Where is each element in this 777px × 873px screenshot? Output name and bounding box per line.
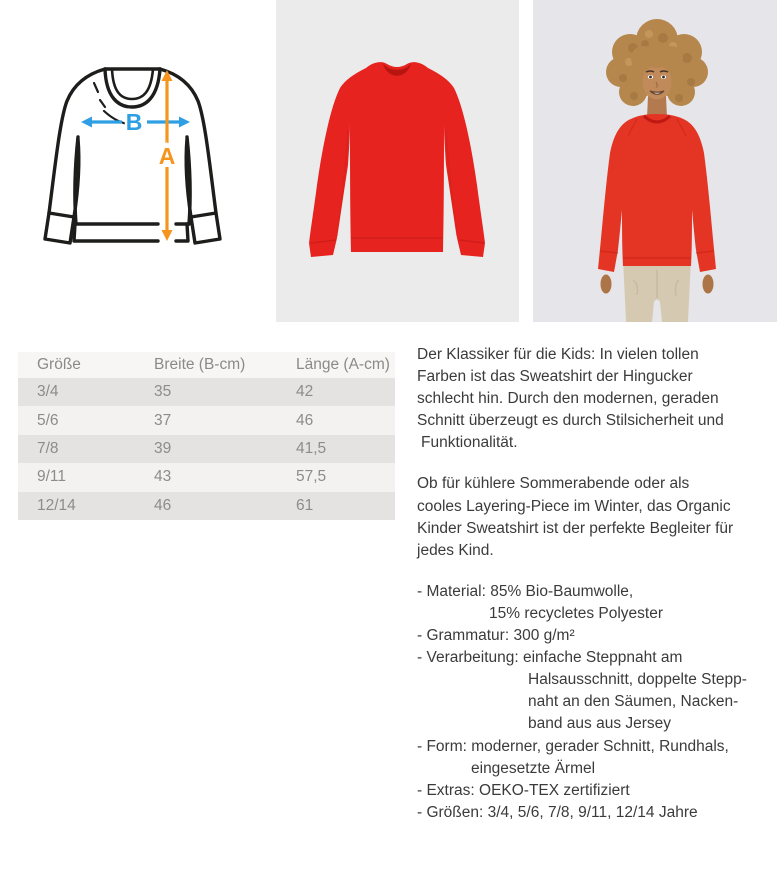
table-cell: 37 — [154, 411, 172, 429]
model-product-photo[interactable] — [533, 0, 777, 322]
table-cell: 42 — [296, 383, 314, 401]
table-cell: 7/8 — [37, 439, 59, 457]
description-line: - Verarbeitung: einfache Steppnaht am — [417, 649, 683, 667]
size-table-header — [18, 352, 395, 378]
description-line: eingesetzte Ärmel — [471, 759, 596, 777]
table-row — [18, 435, 395, 463]
width-arrow-b — [81, 109, 190, 135]
length-label-a: A — [158, 143, 176, 169]
description-line: Kinder Sweatshirt ist der perfekte Begleiter für — [417, 519, 734, 537]
table-row — [18, 406, 395, 434]
description-line: schlecht hin. Durch den modernen, geraden — [417, 390, 719, 408]
description-line: Funktionalität. — [421, 434, 518, 452]
size-table — [18, 352, 395, 520]
table-cell: 35 — [154, 383, 172, 401]
description-line: Ob für kühlere Sommerabende oder als — [417, 475, 690, 493]
kid-model-image — [533, 0, 777, 322]
table-cell: 3/4 — [37, 383, 59, 401]
left-hand — [601, 275, 612, 294]
table-cell: 5/6 — [37, 411, 59, 429]
table-header-cell: Breite (B-cm) — [154, 356, 246, 373]
table-cell: 12/14 — [37, 496, 76, 514]
description-line: - Form: moderner, gerader Schnitt, Rundhals, — [417, 737, 729, 755]
description-line: Der Klassiker für die Kids: In vielen tollen — [417, 346, 699, 363]
sweatshirt-outline-drawing — [30, 45, 250, 260]
size-diagram-figure — [30, 45, 250, 260]
width-label-b: B — [125, 109, 143, 135]
description-paragraph — [417, 581, 773, 824]
table-row — [18, 492, 395, 520]
description-line: Farben ist das Sweatshirt der Hingucker — [417, 368, 693, 386]
description-line: Halsausschnitt, doppelte Stepp- — [528, 671, 747, 689]
table-cell: 61 — [296, 496, 314, 514]
table-cell: 43 — [154, 468, 172, 486]
description-line: Schnitt überzeugt es durch Stilsicherheit und — [417, 412, 724, 430]
description-line: - Größen: 3/4, 5/6, 7/8, 9/11, 12/14 Jahre — [417, 803, 698, 821]
description-line: - Grammatur: 300 g/m² — [417, 627, 575, 645]
table-row — [18, 378, 395, 406]
table-cell: 57,5 — [296, 468, 327, 486]
description-line: 15% recycletes Polyester — [489, 604, 664, 622]
table-cell: 41,5 — [296, 439, 327, 457]
description-line: naht an den Säumen, Nacken- — [528, 693, 739, 711]
description-paragraph — [417, 344, 773, 454]
description-line: - Material: 85% Bio-Baumwolle, — [417, 582, 634, 600]
flat-product-photo[interactable] — [276, 0, 519, 322]
table-cell: 9/11 — [37, 468, 67, 486]
description-line: band aus aus Jersey — [528, 715, 672, 733]
model-sweatshirt — [598, 114, 716, 272]
product-description — [417, 344, 773, 843]
table-header-cell: Größe — [37, 356, 81, 373]
description-paragraph — [417, 473, 773, 561]
description-line: cooles Layering-Piece im Winter, das Organic — [417, 497, 731, 515]
table-row — [18, 463, 395, 491]
description-line: - Extras: OEKO-TEX zertifiziert — [417, 781, 630, 799]
right-hand — [703, 275, 714, 294]
collar-seam-tick — [94, 83, 98, 92]
red-sweatshirt-flat-image — [276, 0, 519, 322]
table-header-cell: Länge (A-cm) — [296, 356, 390, 373]
table-cell: 46 — [296, 411, 314, 429]
description-line: jedes Kind. — [417, 541, 494, 559]
length-arrow-a — [159, 70, 176, 241]
size-table-body — [18, 378, 395, 520]
table-cell: 39 — [154, 439, 172, 457]
table-cell: 46 — [154, 496, 172, 514]
